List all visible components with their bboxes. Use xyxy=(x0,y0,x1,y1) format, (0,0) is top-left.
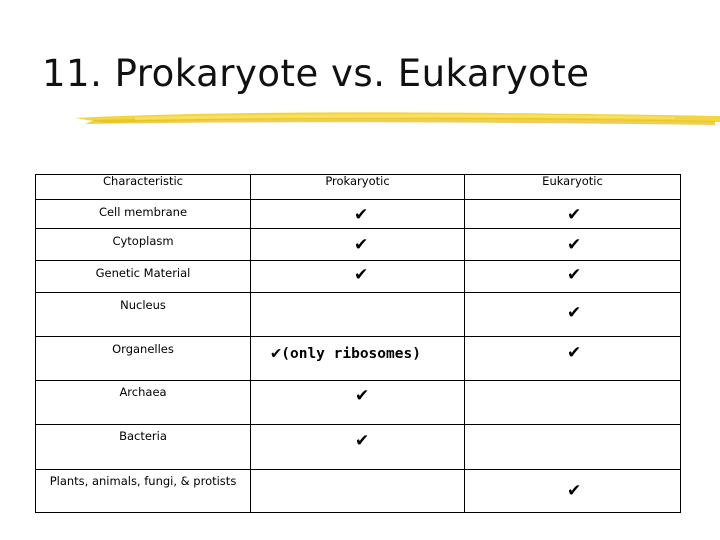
header-prokaryotic: Prokaryotic xyxy=(251,175,465,200)
row-label: Cytoplasm xyxy=(112,234,174,248)
slide-title: 11. Prokaryote vs. Eukaryote xyxy=(42,52,590,95)
table-header-row xyxy=(36,175,681,200)
row-label: Plants, animals, fungi, & protists xyxy=(49,474,237,488)
check-icon: ✔ xyxy=(354,235,369,255)
check-icon: ✔ xyxy=(567,205,582,225)
check-icon: ✔ xyxy=(354,205,369,225)
table-row xyxy=(36,470,681,513)
header-characteristic: Characteristic xyxy=(36,175,251,200)
table-row xyxy=(36,293,681,337)
table-row xyxy=(36,200,681,229)
title-underline xyxy=(75,108,720,132)
row-label: Genetic Material xyxy=(95,266,191,280)
check-icon: ✔ xyxy=(271,343,282,363)
check-icon: ✔ xyxy=(567,343,582,363)
table-row xyxy=(36,229,681,261)
row-label: Archaea xyxy=(119,385,167,399)
table-row xyxy=(36,261,681,293)
comparison-table xyxy=(35,174,681,513)
check-icon: ✔ xyxy=(354,265,369,285)
ribosomes-note xyxy=(271,345,421,363)
check-icon: ✔ xyxy=(567,303,582,323)
check-icon: ✔ xyxy=(355,431,370,451)
row-label: Bacteria xyxy=(119,429,167,443)
check-icon: ✔ xyxy=(567,481,582,501)
table-row xyxy=(36,425,681,470)
row-label: Nucleus xyxy=(120,298,166,312)
table-row xyxy=(36,381,681,425)
table-row xyxy=(36,337,681,381)
row-label: Cell membrane xyxy=(98,205,188,219)
check-icon: ✔ xyxy=(355,386,370,406)
row-label: Organelles xyxy=(112,342,174,356)
check-icon: ✔ xyxy=(567,265,582,285)
note-text: (only ribosomes) xyxy=(281,346,421,362)
header-eukaryotic: Eukaryotic xyxy=(465,175,681,200)
check-icon: ✔ xyxy=(567,235,582,255)
